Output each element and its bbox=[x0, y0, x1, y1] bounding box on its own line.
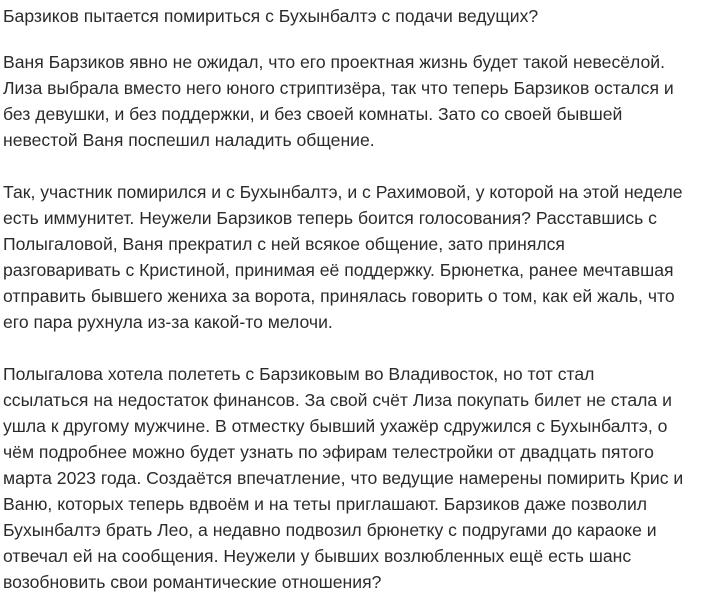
paragraph-line: отвечал ей на сообщения. Неужели у бывших возлюбленных ещё есть шанс bbox=[3, 546, 632, 566]
paragraph-line: невестой Ваня поспешил наладить общение. bbox=[3, 130, 375, 150]
paragraph-line: Полыгаловой, Ваня прекратил с ней всякое общение, зато принялся bbox=[3, 234, 565, 254]
paragraph-line: чём подробнее можно будет узнать по эфирам телестройки от двадцать пятого bbox=[3, 442, 654, 462]
paragraph-line: отправить бывшего жениха за ворота, принялась говорить о том, как ей жаль, что bbox=[3, 286, 675, 306]
article-title-text: Барзиков пытается помириться с Бухынбалтэ с подачи ведущих? bbox=[3, 6, 539, 26]
paragraph-line: Так, участник помирился и с Бухынбалтэ, и с Рахимовой, у которой на этой неделе bbox=[3, 182, 683, 202]
article-title bbox=[3, 3, 709, 29]
paragraph-line: разговаривать с Кристиной, принимая её поддержку. Брюнетка, ранее мечтавшая bbox=[3, 260, 674, 280]
paragraph-line: возобновить свои романтические отношения? bbox=[3, 572, 382, 592]
paragraph-1 bbox=[3, 49, 709, 153]
paragraph-line: Бухынбалтэ брать Лео, а недавно подвозил брюнетку с подругами до караоке и bbox=[3, 520, 657, 540]
paragraph-line: ушла к другому мужчине. В отместку бывший ухажёр сдружился с Бухынбалтэ, о bbox=[3, 416, 668, 436]
paragraph-line: его пара рухнула из-за какой-то мелочи. bbox=[3, 312, 333, 332]
paragraph-line: Полыгалова хотела полететь с Барзиковым во Владивосток, но тот стал bbox=[3, 364, 595, 384]
paragraph-line: марта 2023 года. Создаётся впечатление, что ведущие намерены помирить Крис и bbox=[3, 468, 684, 488]
paragraph-line: ссылаться на недостаток финансов. За свой счёт Лиза покупать билет не стала и bbox=[3, 390, 672, 410]
paragraph-line: Лиза выбрала вместо него юного стриптизёра, так что теперь Барзиков остался и bbox=[3, 78, 674, 98]
paragraph-2 bbox=[3, 179, 709, 335]
paragraph-3 bbox=[3, 361, 709, 595]
paragraph-line: есть иммунитет. Неужели Барзиков теперь боится голосования? Расставшись с bbox=[3, 208, 657, 228]
paragraph-line: Ваню, которых теперь вдвоём и на теты приглашают. Барзиков даже позволил bbox=[3, 494, 648, 514]
paragraph-line: без девушки, и без поддержки, и без своей комнаты. Зато со своей бывшей bbox=[3, 104, 623, 124]
paragraph-line: Ваня Барзиков явно не ожидал, что его проектная жизнь будет такой невесёлой. bbox=[3, 52, 666, 72]
